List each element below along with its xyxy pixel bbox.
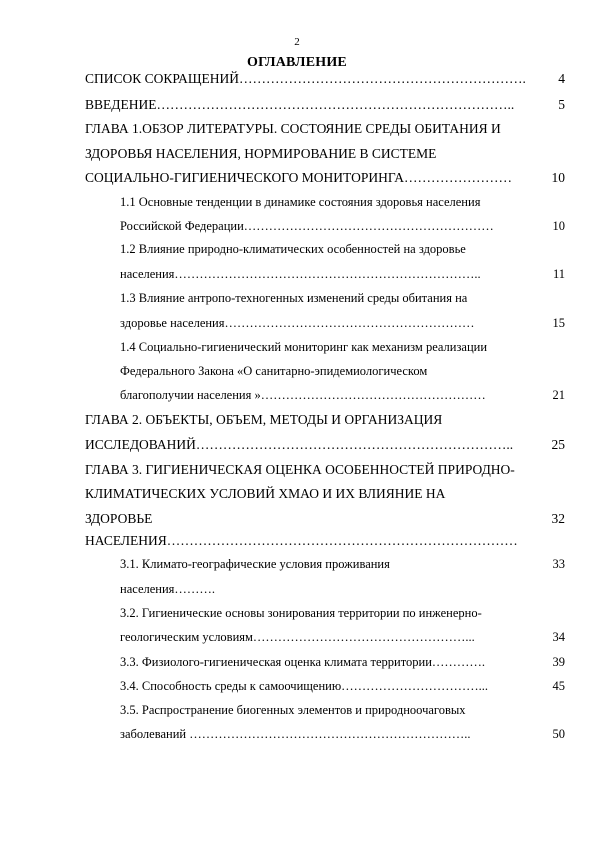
toc-entry-line: КЛИМАТИЧЕСКИХ УСЛОВИЙ ХМАО И ИХ ВЛИЯНИЕ НА — [85, 486, 446, 501]
toc-entry-page: 50 — [552, 727, 565, 741]
toc-entry-line: населения………. — [120, 582, 216, 596]
toc-entry-page: 4 — [558, 71, 565, 86]
toc-entry-page: 25 — [551, 437, 565, 452]
toc-entry-line: геологическим условиям……………………………………………... — [120, 630, 475, 644]
toc-entry-line: Российской Федерации…………………………………………………… — [120, 219, 494, 233]
toc-entry-page: 34 — [552, 630, 565, 644]
toc-entry-line: 3.5. Распространение биогенных элементов и природноочаговых — [120, 703, 466, 717]
toc-entry-line: населения……………………………………………………………….. — [120, 267, 481, 281]
toc-entry-page: 33 — [552, 557, 565, 571]
toc-entry-page: 45 — [552, 679, 565, 693]
toc-entry-line: ЗДОРОВЬЕ — [85, 511, 153, 526]
toc-entry-page: 5 — [558, 97, 565, 112]
toc-entry-line: НАСЕЛЕНИЯ…………………………………………………………………… — [85, 533, 518, 548]
toc-entry-page: 32 — [551, 511, 565, 526]
toc-entry-page: 11 — [552, 267, 565, 281]
toc-entry-line: заболеваний ………………………………………………………….. — [120, 727, 471, 741]
toc-entry-line: 1.3 Влияние антропо-техногенных изменений среды обитания на — [120, 291, 468, 305]
toc-entry-line: ГЛАВА 1.ОБЗОР ЛИТЕРАТУРЫ. СОСТОЯНИЕ СРЕДЫ ОБИТАНИЯ И — [85, 121, 501, 136]
toc-entry-line: СПИСОК СОКРАЩЕНИЙ………………………………………………………. — [85, 71, 526, 86]
toc-entry-line: Федерального Закона «О санитарно-эпидемиологическом — [120, 364, 428, 378]
toc-entry-line: ВВЕДЕНИЕ…………………………………………………………………….. — [85, 97, 515, 112]
toc-entry-line: 3.3. Физиолого-гигиеническая оценка климата территории…………. — [120, 655, 486, 669]
toc-entry-line: 1.2 Влияние природно-климатических особенностей на здоровье — [120, 242, 466, 256]
toc-entry-line: ГЛАВА 3. ГИГИЕНИЧЕСКАЯ ОЦЕНКА ОСОБЕННОСТЕЙ ПРИРОДНО- — [85, 462, 515, 477]
page-number: 2 — [294, 36, 300, 48]
toc-entry-line: 3.2. Гигиенические основы зонирования территории по инженерно- — [120, 606, 482, 620]
toc-entry-page: 39 — [552, 655, 565, 669]
toc-entry-line: 1.1 Основные тенденции в динамике состояния здоровья населения — [120, 195, 481, 209]
toc-entry-line: благополучии населения »……………………………………………… — [120, 388, 486, 402]
toc-entry-line: ГЛАВА 2. ОБЪЕКТЫ, ОБЪЕМ, МЕТОДЫ И ОРГАНИЗАЦИЯ — [85, 412, 443, 427]
toc-entry-line: СОЦИАЛЬНО-ГИГИЕНИЧЕСКОГО МОНИТОРИНГА…………………… — [85, 170, 512, 185]
toc-entry-line: здоровье населения…………………………………………………… — [120, 316, 475, 330]
toc-entry-line: 3.4. Способность среды к самоочищению……………………………... — [120, 679, 489, 693]
toc-entry-line: 1.4 Социально-гигиенический мониторинг как механизм реализации — [120, 340, 488, 354]
toc-title: ОГЛАВЛЕНИЕ — [247, 55, 347, 70]
toc-entry-page: 10 — [551, 170, 565, 185]
toc-entry-page: 15 — [552, 316, 565, 330]
toc-entry-line: ИССЛЕДОВАНИЙ…………………………………………………………….. — [85, 437, 514, 452]
toc-entry-page: 10 — [552, 219, 565, 233]
toc-entry-line: 3.1. Климато-географические условия проживания — [120, 557, 390, 571]
toc-entry-line: ЗДОРОВЬЯ НАСЕЛЕНИЯ, НОРМИРОВАНИЕ В СИСТЕМЕ — [85, 146, 437, 161]
toc-entry-page: 21 — [552, 388, 565, 402]
